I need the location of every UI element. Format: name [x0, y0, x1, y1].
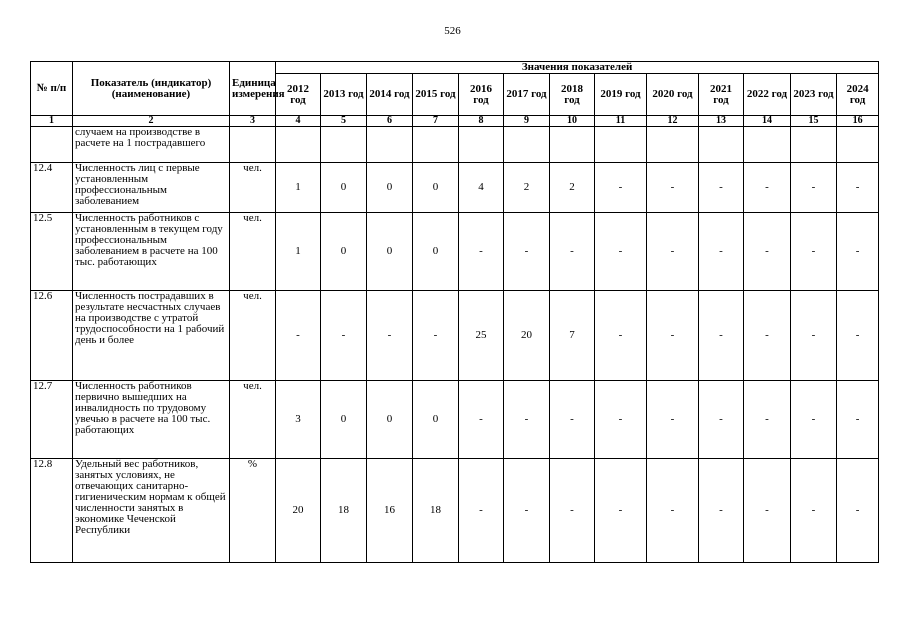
column-number: 8	[459, 116, 504, 127]
row-value: -	[699, 163, 744, 213]
row-value: 4	[459, 163, 504, 213]
row-value: -	[595, 459, 647, 563]
row-value	[367, 127, 413, 163]
row-value: -	[791, 291, 837, 381]
column-number: 2	[73, 116, 230, 127]
row-value: -	[647, 291, 699, 381]
column-number: 15	[791, 116, 837, 127]
row-unit: чел.	[230, 163, 276, 213]
row-value: -	[699, 213, 744, 291]
row-number: 12.8	[31, 459, 73, 563]
row-indicator-name: Численность лиц с первые установленным профессиональным заболеванием	[73, 163, 230, 213]
row-value	[459, 127, 504, 163]
row-value: 0	[413, 381, 459, 459]
header-year: 2012 год	[276, 74, 321, 116]
row-unit: чел.	[230, 213, 276, 291]
column-number: 6	[367, 116, 413, 127]
row-value: 18	[413, 459, 459, 563]
row-value: -	[504, 213, 550, 291]
row-value: -	[744, 163, 791, 213]
row-value: 1	[276, 213, 321, 291]
row-value	[550, 127, 595, 163]
row-unit	[230, 127, 276, 163]
table-row	[31, 459, 879, 563]
row-value	[413, 127, 459, 163]
row-value: -	[744, 459, 791, 563]
indicators-table	[30, 61, 879, 563]
row-value: -	[744, 291, 791, 381]
row-value: -	[699, 459, 744, 563]
table-row	[31, 127, 879, 163]
table-row	[31, 213, 879, 291]
row-value	[647, 127, 699, 163]
column-number: 5	[321, 116, 367, 127]
row-value: 0	[367, 213, 413, 291]
row-number	[31, 127, 73, 163]
row-value: -	[791, 459, 837, 563]
header-year: 2020 год	[647, 74, 699, 116]
row-value: -	[744, 381, 791, 459]
row-value: 0	[321, 381, 367, 459]
row-number: 12.5	[31, 213, 73, 291]
row-value: -	[595, 291, 647, 381]
row-indicator-name: Численность пострадавших в результате несчастных случаев на производстве с утратой трудоспособности на 1 рабочий день и более	[73, 291, 230, 381]
row-value: -	[550, 213, 595, 291]
row-value: 0	[367, 381, 413, 459]
row-value	[699, 127, 744, 163]
table-row	[31, 381, 879, 459]
column-number: 7	[413, 116, 459, 127]
row-value: -	[595, 163, 647, 213]
row-value	[595, 127, 647, 163]
row-value: -	[595, 213, 647, 291]
header-values-group: Значения показателей	[276, 62, 879, 74]
row-value: -	[459, 459, 504, 563]
row-value: 2	[504, 163, 550, 213]
row-unit: %	[230, 459, 276, 563]
row-value: -	[791, 213, 837, 291]
row-value: -	[550, 381, 595, 459]
row-value: -	[276, 291, 321, 381]
column-number: 13	[699, 116, 744, 127]
row-value: 0	[367, 163, 413, 213]
row-value: 20	[276, 459, 321, 563]
row-value: -	[504, 381, 550, 459]
row-value: 1	[276, 163, 321, 213]
column-number: 4	[276, 116, 321, 127]
row-value: -	[647, 213, 699, 291]
row-indicator-name: случаем на производстве в расчете на 1 пострадавшего	[73, 127, 230, 163]
row-value: 7	[550, 291, 595, 381]
row-value: 0	[321, 163, 367, 213]
header-year: 2016 год	[459, 74, 504, 116]
row-value: -	[367, 291, 413, 381]
row-value: -	[647, 381, 699, 459]
row-unit: чел.	[230, 381, 276, 459]
header-year: 2014 год	[367, 74, 413, 116]
row-value: 0	[413, 163, 459, 213]
header-year: 2019 год	[595, 74, 647, 116]
column-number: 1	[31, 116, 73, 127]
row-value: -	[413, 291, 459, 381]
row-value: -	[699, 291, 744, 381]
row-value: -	[791, 163, 837, 213]
table-row	[31, 291, 879, 381]
column-number: 10	[550, 116, 595, 127]
header-year: 2024 год	[837, 74, 879, 116]
header-indicator: Показатель (индикатор) (наименование)	[73, 62, 230, 116]
column-number: 16	[837, 116, 879, 127]
column-number: 12	[647, 116, 699, 127]
header-unit: Единица измерения	[230, 62, 276, 116]
column-number: 14	[744, 116, 791, 127]
page-number: 526	[444, 25, 461, 37]
row-value: -	[504, 459, 550, 563]
row-value: 25	[459, 291, 504, 381]
row-value: -	[459, 381, 504, 459]
row-indicator-name: Численность работников первично вышедших на инвалидность по трудовому увечью в расчете на 100 тыс. работающих	[73, 381, 230, 459]
row-number: 12.4	[31, 163, 73, 213]
row-value: -	[791, 381, 837, 459]
row-number: 12.7	[31, 381, 73, 459]
header-year: 2021 год	[699, 74, 744, 116]
row-value: 20	[504, 291, 550, 381]
row-value: -	[550, 459, 595, 563]
row-value: -	[647, 459, 699, 563]
row-value	[276, 127, 321, 163]
row-value: -	[459, 213, 504, 291]
header-num: № п/п	[31, 62, 73, 116]
row-value: -	[837, 381, 879, 459]
header-year: 2023 год	[791, 74, 837, 116]
header-year: 2018 год	[550, 74, 595, 116]
row-unit: чел.	[230, 291, 276, 381]
row-number: 12.6	[31, 291, 73, 381]
header-year: 2015 год	[413, 74, 459, 116]
row-indicator-name: Удельный вес работников, занятых условиях, не отвечающих санитарно-гигиеническим нормам к общей численности занятых в экономике Чеченской Республики	[73, 459, 230, 563]
header-year: 2017 год	[504, 74, 550, 116]
row-value	[321, 127, 367, 163]
row-value	[744, 127, 791, 163]
row-value: -	[647, 163, 699, 213]
row-value: 0	[413, 213, 459, 291]
row-value: -	[837, 291, 879, 381]
row-value: 16	[367, 459, 413, 563]
row-value: 0	[321, 213, 367, 291]
row-value: -	[744, 213, 791, 291]
column-number: 11	[595, 116, 647, 127]
row-indicator-name: Численность работников с установленным в текущем году профессиональным заболеванием в расчете на 100 тыс. работающих	[73, 213, 230, 291]
row-value: -	[595, 381, 647, 459]
row-value	[791, 127, 837, 163]
row-value: -	[837, 213, 879, 291]
row-value	[837, 127, 879, 163]
header-year: 2013 год	[321, 74, 367, 116]
row-value: 3	[276, 381, 321, 459]
column-number: 3	[230, 116, 276, 127]
row-value: -	[699, 381, 744, 459]
row-value: -	[321, 291, 367, 381]
header-year: 2022 год	[744, 74, 791, 116]
row-value: 18	[321, 459, 367, 563]
row-value: 2	[550, 163, 595, 213]
table-row	[31, 163, 879, 213]
column-number: 9	[504, 116, 550, 127]
row-value: -	[837, 459, 879, 563]
row-value	[504, 127, 550, 163]
row-value: -	[837, 163, 879, 213]
